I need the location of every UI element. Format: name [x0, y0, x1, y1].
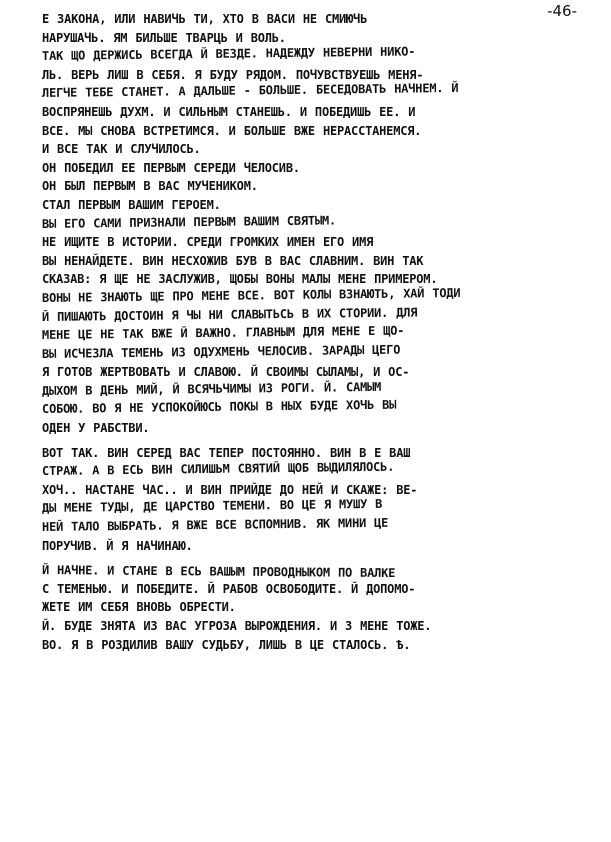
text-line: Е ЗАКОНА, ИЛИ НАВИЧЬ ТИ, ХТО В ВАСИ НЕ СМИЮЧЬ: [42, 12, 368, 26]
text-line: ДЫХОМ В ДЕНЬ МИЙ, Й ВСЯЧЬЧИМЫ ИЗ РОГИ. Й. САМЫМ: [41, 379, 382, 398]
text-line: ВОТ ТАК. ВИН СЕРЕД ВАС ТЕПЕР ПОСТОЯННО. ВИН В Е ВАШ: [42, 445, 411, 460]
text-line: СТРАЖ. А В ЕСЬ ВИН СИЛИШЬМ СВЯТИЙ ЩОБ ВЫДИЛЯЛОСЬ.: [41, 459, 395, 479]
text-line: ОН ПОБЕДИЛ ЕЕ ПЕРВЫМ СЕРЕДИ ЧЕЛОСИВ.: [42, 160, 300, 175]
text-line: НЕЙ ТАЛО ВЫБРАТЬ. Я ВЖЕ ВСЕ ВСПОМНИВ. ЯК МИНИ ЦЕ: [41, 515, 389, 535]
page-number: -46-: [547, 2, 577, 20]
text-line: ЛЕГЧЕ ТЕБЕ СТАНЕТ. А ДАЛЬШЕ - БОЛЬШЕ. БЕСЕДОВАТЬ НАЧНЕМ. Й: [41, 81, 459, 101]
handwritten-manuscript: [42, 10, 590, 654]
text-line: СОБОЮ. ВО Я НЕ УСПОКОЙЮСЬ ПОКЫ В НЫХ БУДЕ ХОЧЬ ВЫ: [41, 398, 397, 417]
text-line: И ВСЕ ТАК И СЛУЧИЛОСЬ.: [42, 142, 201, 157]
text-line: СКАЗАВ: Я ЩЕ НЕ ЗАСЛУЖИВ, ЩОБЫ ВОНЫ МАЛЫ МЕНЕ ПРИМЕРОМ.: [42, 272, 438, 287]
text-line: ВОСПРЯНЕШЬ ДУХМ. И СИЛЬНЫМ СТАНЕШЬ. И ПОБЕДИШЬ ЕЕ. И: [42, 104, 416, 119]
text-line: Й ПИШАЮТЬ ДОСТОИН Я ЧЫ НИ СЛАВЫТЬСЬ В ИХ СТОРИИ. ДЛЯ: [41, 304, 418, 324]
text-line: ОДЕН У РАБСТВИ.: [42, 421, 150, 436]
text-line: НАРУШАЧЬ. ЯМ БИЛЬШЕ ТВАРЦЬ И ВОЛЬ.: [42, 30, 286, 45]
text-line: Й. БУДЕ ЗНЯТА ИЗ ВАС УГРОЗА ВЫРОЖДЕНИЯ. И З МЕНЕ ТОЖЕ.: [42, 619, 432, 633]
text-line: МЕНЕ ЦЕ НЕ ТАК ВЖЕ Й ВАЖНО. ГЛАВНЫМ ДЛЯ МЕНЕ Е ЩО-: [41, 323, 405, 343]
text-line: С ТЕМЕНЬЮ. И ПОБЕДИТЕ. Й РАБОВ ОСВОБОДИТЕ. Й ДОПОМО-: [42, 581, 416, 596]
text-line: ОН БЫЛ ПЕРВЫМ В ВАС МУЧЕНИКОМ.: [42, 179, 258, 194]
text-line: ВО. Я В РОЗДИЛИВ ВАШУ СУДЬБУ, ЛИШЬ В ЦЕ СТАЛОСЬ. Ѣ.: [42, 637, 411, 652]
text-line: Я ГОТОВ ЖЕРТВОВАТЬ И СЛАВОЮ. Й СВОИМЫ СЫЛАМЫ, И ОС-: [42, 365, 410, 380]
text-line: ВСЕ. МЫ СНОВА ВСТРЕТИМСЯ. И БОЛЬШЕ ВЖЕ НЕРАССТАНЕМСЯ.: [42, 123, 422, 138]
paragraph-1: [42, 10, 590, 438]
text-line: ВОНЫ НЕ ЗНАЮТЬ ЩЕ ПРО МЕНЕ ВСЕ. ВОТ КОЛЫ ВЗНАЮТЬ, ХАЙ ТОДИ: [41, 285, 461, 305]
paragraph-3: [42, 561, 590, 654]
text-line: ВЫ НЕНАЙДЕТЕ. ВИН НЕСХОЖИВ БУВ В ВАС СЛАВНИМ. ВИН ТАК: [42, 253, 424, 268]
text-line: НЕ ИЩИТЕ В ИСТОРИИ. СРЕДИ ГРОМКИХ ИМЕН ЕГО ИМЯ: [42, 235, 374, 250]
text-line: Й НАЧНЕ. И СТАНЕ В ЕСЬ ВАШЫМ ПРОВОДНЫКОМ ПО ВАЛКЕ: [41, 563, 396, 581]
text-line: ТАК ЩО ДЕРЖИСЬ ВСЕГДА Й ВЕЗДЕ. НАДЕЖДУ НЕВЕРНИ НИКО-: [41, 44, 416, 64]
text-line: ДЫ МЕНЕ ТУДЫ, ДЕ ЦАРСТВО ТЕМЕНИ. ВО ЦЕ Я МУШУ В: [41, 497, 383, 516]
text-line: ЖЕТЕ ИМ СЕБЯ ВНОВЬ ОБРЕСТИ.: [42, 600, 236, 615]
text-line: ВЫ ЕГО САМИ ПРИЗНАЛИ ПЕРВЫМ ВАШИМ СВЯТЫМ.: [41, 212, 337, 231]
text-line: ХОЧ.. НАСТАНЕ ЧАС.. И ВИН ПРИЙДЕ ДО НЕЙ И СКАЖЕ: ВЕ-: [42, 482, 418, 497]
text-line: ЛЬ. ВЕРЬ ЛИШ В СЕБЯ. Я БУДУ РЯДОМ. ПОЧУВСТВУЕШЬ МЕНЯ-: [42, 67, 424, 82]
text-line: ВЫ ИСЧЕЗЛА ТЕМЕНЬ ИЗ ОДУХМЕНЬ ЧЕЛОСИВ. ЗАРАДЫ ЦЕГО: [41, 342, 401, 361]
text-line: СТАЛ ПЕРВЫМ ВАШИМ ГЕРОЕМ.: [42, 197, 221, 212]
text-line: ПОРУЧИВ. Й Я НАЧИНАЮ.: [42, 538, 193, 553]
paragraph-2: [42, 444, 590, 556]
